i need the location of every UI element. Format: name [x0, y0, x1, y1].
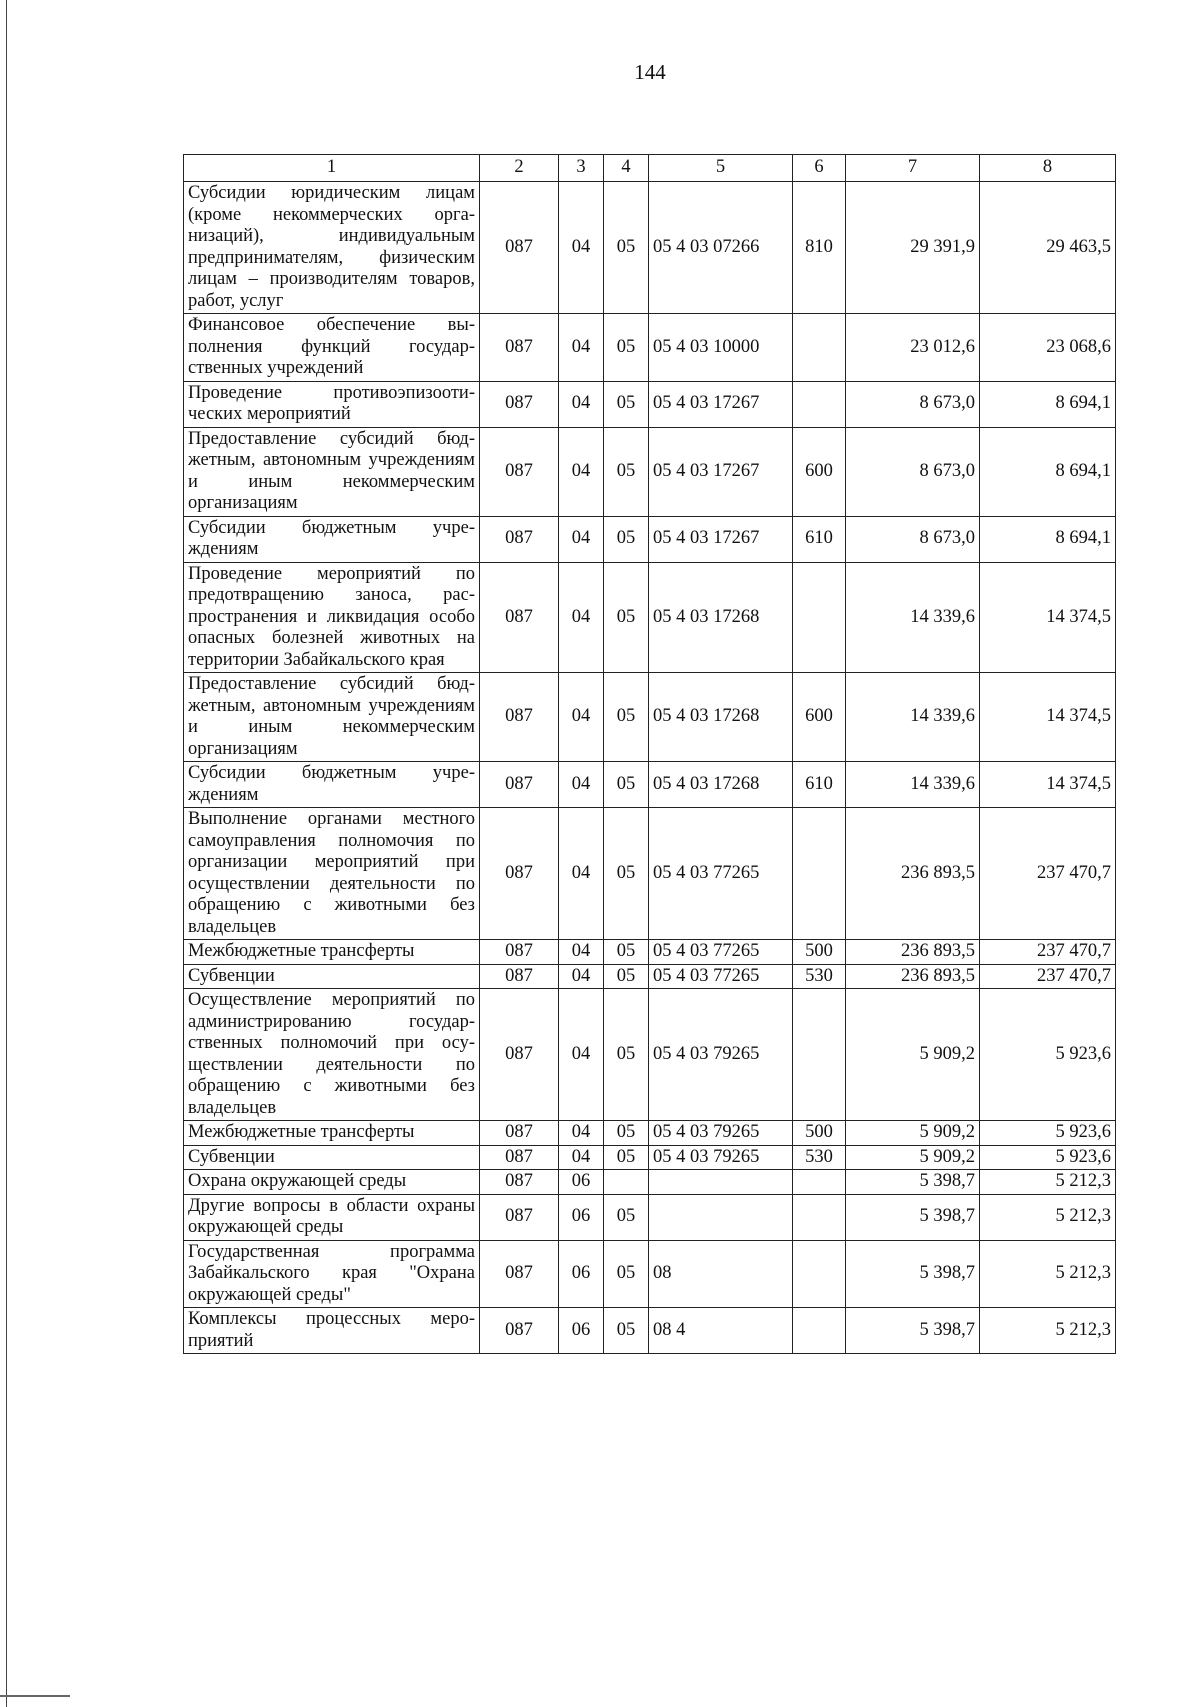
admin-code-cell: 087 [480, 314, 559, 382]
row-name-cell: Субсидии бюджетным учреждениям [184, 762, 480, 808]
subsection-code-cell: 05 [604, 1121, 649, 1146]
amount-year1-cell: 8 673,0 [846, 427, 980, 516]
target-article-cell: 08 4 [649, 1308, 793, 1354]
table-row [184, 381, 1116, 427]
table-row [184, 1308, 1116, 1354]
row-name-cell: Предоставление субсидий бюджетным, автономным учреждениям и иным некоммерческим организациям [184, 673, 480, 762]
expense-type-cell: 530 [793, 964, 846, 989]
expense-type-cell [793, 1240, 846, 1308]
amount-year2-cell: 8 694,1 [980, 516, 1116, 562]
section-code-cell: 06 [559, 1194, 604, 1240]
subsection-code-cell: 05 [604, 1240, 649, 1308]
row-name-cell: Другие вопросы в области охраны окружающей среды [184, 1194, 480, 1240]
subsection-code-cell: 05 [604, 1194, 649, 1240]
table-row [184, 808, 1116, 940]
target-article-cell: 05 4 03 77265 [649, 808, 793, 940]
admin-code-cell: 087 [480, 427, 559, 516]
target-article-cell: 05 4 03 17267 [649, 516, 793, 562]
header-cell-7: 7 [846, 155, 980, 182]
amount-year1-cell: 5 398,7 [846, 1240, 980, 1308]
section-code-cell: 04 [559, 808, 604, 940]
table-row [184, 964, 1116, 989]
amount-year1-cell: 23 012,6 [846, 314, 980, 382]
section-code-cell: 06 [559, 1170, 604, 1195]
subsection-code-cell [604, 1170, 649, 1195]
amount-year2-cell: 5 923,6 [980, 1145, 1116, 1170]
row-name-cell: Комплексы процессных мероприятий [184, 1308, 480, 1354]
amount-year2-cell: 5 212,3 [980, 1308, 1116, 1354]
section-code-cell: 04 [559, 516, 604, 562]
row-name-cell: Государственная программа Забайкальского края "Охрана окружающей среды" [184, 1240, 480, 1308]
admin-code-cell: 087 [480, 562, 559, 673]
admin-code-cell: 087 [480, 808, 559, 940]
admin-code-cell: 087 [480, 1121, 559, 1146]
table-row [184, 562, 1116, 673]
table-row [184, 1145, 1116, 1170]
admin-code-cell: 087 [480, 762, 559, 808]
admin-code-cell: 087 [480, 989, 559, 1121]
amount-year1-cell: 5 398,7 [846, 1308, 980, 1354]
table-row [184, 182, 1116, 314]
amount-year1-cell: 5 398,7 [846, 1170, 980, 1195]
subsection-code-cell: 05 [604, 516, 649, 562]
amount-year1-cell: 5 398,7 [846, 1194, 980, 1240]
row-name-cell: Субсидии юридическим лицам (кроме некоммерческих организаций), индивидуальным предпринимателям, физическим лицам – производителям товаров, работ, услуг [184, 182, 480, 314]
expense-type-cell: 500 [793, 1121, 846, 1146]
table-row [184, 989, 1116, 1121]
amount-year2-cell: 5 923,6 [980, 1121, 1116, 1146]
amount-year1-cell: 14 339,6 [846, 673, 980, 762]
table-row [184, 1194, 1116, 1240]
section-code-cell: 04 [559, 427, 604, 516]
target-article-cell: 05 4 03 79265 [649, 989, 793, 1121]
amount-year1-cell: 8 673,0 [846, 516, 980, 562]
row-name-cell: Проведение противоэпизоотических мероприятий [184, 381, 480, 427]
table-row [184, 762, 1116, 808]
target-article-cell: 08 [649, 1240, 793, 1308]
section-code-cell: 04 [559, 314, 604, 382]
section-code-cell: 04 [559, 1145, 604, 1170]
admin-code-cell: 087 [480, 673, 559, 762]
amount-year1-cell: 5 909,2 [846, 1145, 980, 1170]
target-article-cell: 05 4 03 17267 [649, 427, 793, 516]
amount-year2-cell: 5 212,3 [980, 1240, 1116, 1308]
table-row [184, 427, 1116, 516]
header-cell-5: 5 [649, 155, 793, 182]
target-article-cell: 05 4 03 10000 [649, 314, 793, 382]
admin-code-cell: 087 [480, 940, 559, 965]
amount-year1-cell: 236 893,5 [846, 808, 980, 940]
amount-year2-cell: 14 374,5 [980, 673, 1116, 762]
subsection-code-cell: 05 [604, 940, 649, 965]
row-name-cell: Субсидии бюджетным учреждениям [184, 516, 480, 562]
admin-code-cell: 087 [480, 1170, 559, 1195]
amount-year2-cell: 237 470,7 [980, 940, 1116, 965]
admin-code-cell: 087 [480, 1145, 559, 1170]
expense-type-cell [793, 808, 846, 940]
scan-mark [0, 1695, 70, 1697]
subsection-code-cell: 05 [604, 182, 649, 314]
subsection-code-cell: 05 [604, 762, 649, 808]
section-code-cell: 04 [559, 1121, 604, 1146]
admin-code-cell: 087 [480, 964, 559, 989]
page-number: 144 [634, 60, 666, 84]
amount-year2-cell: 237 470,7 [980, 964, 1116, 989]
header-cell-8: 8 [980, 155, 1116, 182]
section-code-cell: 04 [559, 989, 604, 1121]
target-article-cell: 05 4 03 79265 [649, 1145, 793, 1170]
target-article-cell: 05 4 03 77265 [649, 964, 793, 989]
expense-type-cell: 610 [793, 516, 846, 562]
budget-table [183, 154, 1116, 1354]
expense-type-cell [793, 314, 846, 382]
expense-type-cell: 600 [793, 673, 846, 762]
amount-year2-cell: 14 374,5 [980, 762, 1116, 808]
section-code-cell: 04 [559, 182, 604, 314]
subsection-code-cell: 05 [604, 1308, 649, 1354]
amount-year1-cell: 14 339,6 [846, 562, 980, 673]
amount-year2-cell: 8 694,1 [980, 381, 1116, 427]
admin-code-cell: 087 [480, 182, 559, 314]
amount-year1-cell: 236 893,5 [846, 964, 980, 989]
row-name-cell: Межбюджетные трансферты [184, 1121, 480, 1146]
row-name-cell: Предоставление субсидий бюджетным, автономным учреждениям и иным некоммерческим организациям [184, 427, 480, 516]
amount-year2-cell: 14 374,5 [980, 562, 1116, 673]
page-edge-line [6, 0, 7, 1707]
admin-code-cell: 087 [480, 1194, 559, 1240]
table-row [184, 1170, 1116, 1195]
subsection-code-cell: 05 [604, 673, 649, 762]
target-article-cell: 05 4 03 17268 [649, 762, 793, 808]
section-code-cell: 06 [559, 1240, 604, 1308]
target-article-cell: 05 4 03 17268 [649, 562, 793, 673]
table-row [184, 1121, 1116, 1146]
expense-type-cell [793, 989, 846, 1121]
row-name-cell: Межбюджетные трансферты [184, 940, 480, 965]
table-row [184, 516, 1116, 562]
header-cell-4: 4 [604, 155, 649, 182]
expense-type-cell [793, 1170, 846, 1195]
expense-type-cell [793, 562, 846, 673]
amount-year1-cell: 29 391,9 [846, 182, 980, 314]
table-body [184, 182, 1116, 1354]
row-name-cell: Охрана окружающей среды [184, 1170, 480, 1195]
target-article-cell: 05 4 03 77265 [649, 940, 793, 965]
amount-year1-cell: 236 893,5 [846, 940, 980, 965]
expense-type-cell [793, 1194, 846, 1240]
table-row [184, 314, 1116, 382]
target-article-cell: 05 4 03 17267 [649, 381, 793, 427]
expense-type-cell [793, 381, 846, 427]
subsection-code-cell: 05 [604, 964, 649, 989]
row-name-cell: Субвенции [184, 964, 480, 989]
admin-code-cell: 087 [480, 381, 559, 427]
subsection-code-cell: 05 [604, 808, 649, 940]
header-row [184, 155, 1116, 182]
amount-year2-cell: 5 212,3 [980, 1170, 1116, 1195]
subsection-code-cell: 05 [604, 562, 649, 673]
subsection-code-cell: 05 [604, 314, 649, 382]
amount-year1-cell: 5 909,2 [846, 989, 980, 1121]
table-row [184, 940, 1116, 965]
expense-type-cell: 810 [793, 182, 846, 314]
amount-year2-cell: 23 068,6 [980, 314, 1116, 382]
target-article-cell: 05 4 03 79265 [649, 1121, 793, 1146]
amount-year2-cell: 29 463,5 [980, 182, 1116, 314]
expense-type-cell [793, 1308, 846, 1354]
row-name-cell: Субвенции [184, 1145, 480, 1170]
section-code-cell: 04 [559, 940, 604, 965]
expense-type-cell: 610 [793, 762, 846, 808]
target-article-cell [649, 1194, 793, 1240]
expense-type-cell: 530 [793, 1145, 846, 1170]
amount-year1-cell: 14 339,6 [846, 762, 980, 808]
target-article-cell: 05 4 03 07266 [649, 182, 793, 314]
section-code-cell: 04 [559, 673, 604, 762]
amount-year2-cell: 8 694,1 [980, 427, 1116, 516]
admin-code-cell: 087 [480, 516, 559, 562]
amount-year2-cell: 5 212,3 [980, 1194, 1116, 1240]
subsection-code-cell: 05 [604, 1145, 649, 1170]
row-name-cell: Финансовое обеспечение выполнения функций государственных учреждений [184, 314, 480, 382]
expense-type-cell: 500 [793, 940, 846, 965]
target-article-cell [649, 1170, 793, 1195]
header-cell-3: 3 [559, 155, 604, 182]
row-name-cell: Выполнение органами местного самоуправления полномочия по организации мероприятий при осуществлении деятельности по обращению с животными без владельцев [184, 808, 480, 940]
header-cell-6: 6 [793, 155, 846, 182]
section-code-cell: 04 [559, 964, 604, 989]
subsection-code-cell: 05 [604, 989, 649, 1121]
admin-code-cell: 087 [480, 1240, 559, 1308]
header-cell-2: 2 [480, 155, 559, 182]
admin-code-cell: 087 [480, 1308, 559, 1354]
section-code-cell: 06 [559, 1308, 604, 1354]
section-code-cell: 04 [559, 381, 604, 427]
amount-year2-cell: 237 470,7 [980, 808, 1116, 940]
target-article-cell: 05 4 03 17268 [649, 673, 793, 762]
subsection-code-cell: 05 [604, 381, 649, 427]
section-code-cell: 04 [559, 562, 604, 673]
row-name-cell: Осуществление мероприятий по администрированию государственных полномочий при осуществлении деятельности по обращению с животными без владельцев [184, 989, 480, 1121]
section-code-cell: 04 [559, 762, 604, 808]
subsection-code-cell: 05 [604, 427, 649, 516]
expense-type-cell: 600 [793, 427, 846, 516]
table-row [184, 673, 1116, 762]
amount-year1-cell: 8 673,0 [846, 381, 980, 427]
table-row [184, 1240, 1116, 1308]
row-name-cell: Проведение мероприятий по предотвращению заноса, распространения и ликвидация особо опасных болезней животных на территории Забайкальского края [184, 562, 480, 673]
header-cell-1: 1 [184, 155, 480, 182]
amount-year1-cell: 5 909,2 [846, 1121, 980, 1146]
amount-year2-cell: 5 923,6 [980, 989, 1116, 1121]
